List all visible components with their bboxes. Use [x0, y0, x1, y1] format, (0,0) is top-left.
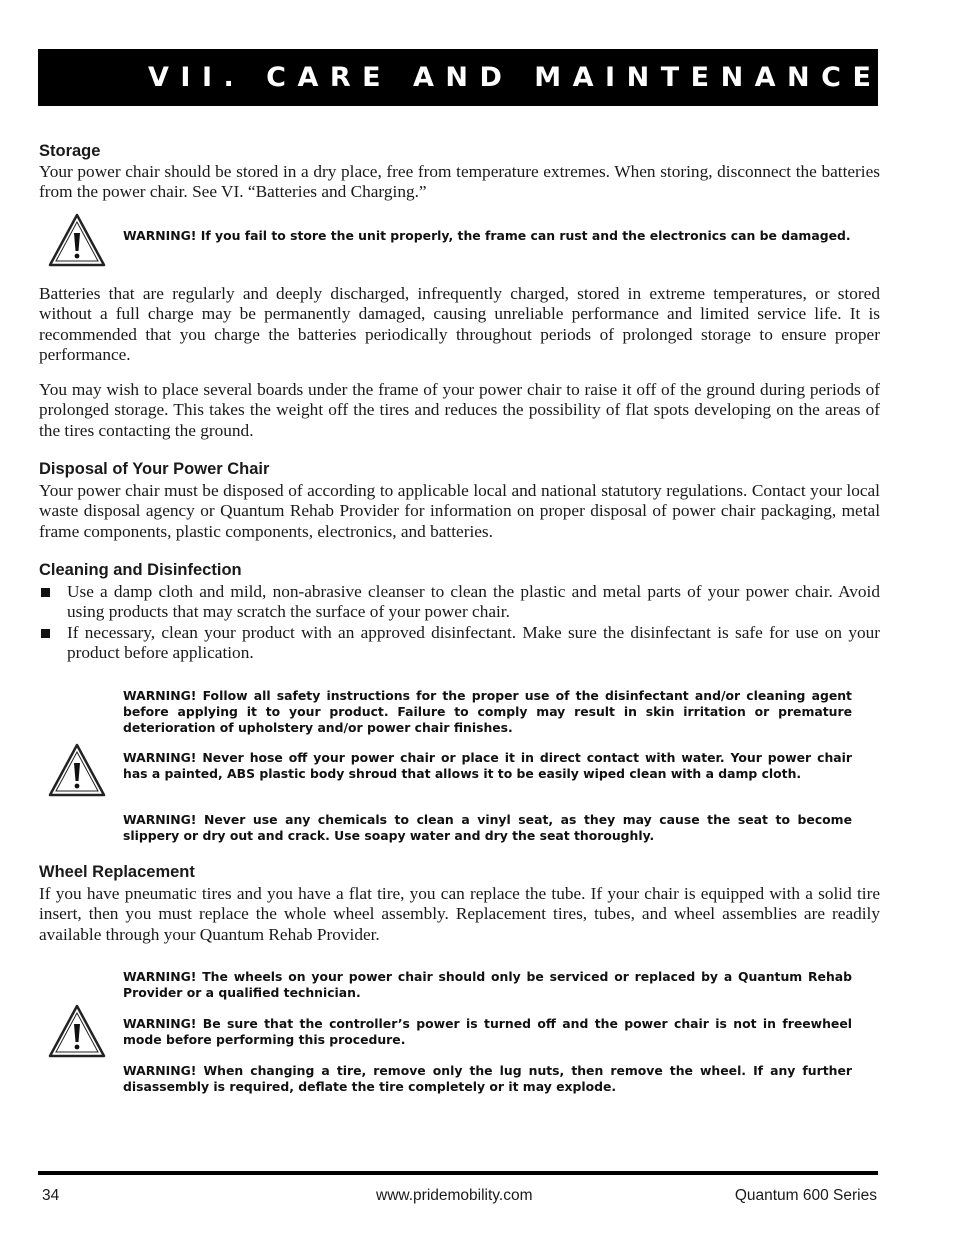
cleaning-warning-1: WARNING! Follow all safety instructions for the proper use of the disinfectant and/or cleaning agent before applying it to your product. Failure to comply may result in skin irritation or premature deterioration of upholstery and/or power chair finishes. — [123, 688, 852, 735]
wheel-warning-1: WARNING! The wheels on your power chair should only be serviced or replaced by a Quantum Rehab Provider or a qualified technician. — [123, 969, 852, 1000]
cleaning-warning-2: WARNING! Never hose off your power chair or place it in direct contact with water. Your power chair has a painted, ABS plastic body shroud that allows it to be easily wiped clean with a damp cloth. — [123, 750, 852, 781]
warning-triangle-icon — [48, 1004, 106, 1058]
wheel-warning-2: WARNING! Be sure that the controller’s power is turned off and the power chair is not in freewheel mode before performing this procedure. — [123, 1016, 852, 1047]
list-item — [39, 623, 880, 664]
disposal-paragraph: Your power chair must be disposed of according to applicable local and national statutory regulations. Contact your local waste disposal agency or Quantum Rehab Provider for information on proper disposal of power chair packaging, metal frame components, plastic components, electronics, and batteries. — [39, 481, 880, 541]
chapter-title-bar — [38, 49, 883, 106]
warning-triangle-icon — [48, 213, 106, 267]
warning-triangle-icon — [48, 743, 106, 797]
cleaning-warning-3: WARNING! Never use any chemicals to clean a vinyl seat, as they may cause the seat to become slippery or dry out and crack. Use soapy water and dry the seat thoroughly. — [123, 812, 852, 843]
storage-paragraph-2: Batteries that are regularly and deeply discharged, infrequently charged, stored in extreme temperatures, or stored without a full charge may be permanently damaged, causing unreliable performance and limited service life. It is recommended that you charge the batteries periodically throughout periods of prolonged storage to ensure proper performance. — [39, 284, 880, 364]
bullet-text: If necessary, clean your product with an approved disinfectant. Make sure the disinfectant is safe for use on your product before application. — [67, 622, 880, 662]
page-number: 34 — [42, 1187, 60, 1204]
footer-website-link[interactable]: www.pridemobility.com — [376, 1187, 533, 1204]
square-bullet-icon — [41, 588, 50, 597]
storage-heading: Storage — [39, 142, 101, 160]
storage-paragraph-1: Your power chair should be stored in a dry place, free from temperature extremes. When storing, disconnect the batteries from the power chair. See VI. “Batteries and Charging.” — [39, 162, 880, 202]
storage-warning: WARNING! If you fail to store the unit properly, the frame can rust and the electronics can be damaged. — [123, 228, 851, 243]
cleaning-bullet-list — [39, 582, 880, 663]
wheel-warning-3: WARNING! When changing a tire, remove only the lug nuts, then remove the wheel. If any further disassembly is required, deflate the tire completely or it may explode. — [123, 1063, 852, 1094]
wheel-replacement-paragraph: If you have pneumatic tires and you have a flat tire, you can replace the tube. If your chair is equipped with a solid tire insert, then you must replace the whole wheel assembly. Replacement tires, tubes, and wheel assemblies are readily available through your Quantum Rehab Provider. — [39, 884, 880, 944]
chapter-title: VII. CARE AND MAINTENANCE — [148, 62, 883, 93]
wheel-replacement-heading: Wheel Replacement — [39, 863, 195, 881]
storage-paragraph-3: You may wish to place several boards under the frame of your power chair to raise it off of the ground during periods of prolonged storage. This takes the weight off the tires and reduces the possibility of flat spots developing on the areas of the tires contacting the ground. — [39, 380, 880, 440]
bullet-text: Use a damp cloth and mild, non-abrasive cleanser to clean the plastic and metal parts of your power chair. Avoid using products that may scratch the surface of your power chair. — [67, 582, 880, 622]
footer-product-name: Quantum 600 Series — [734, 1187, 877, 1204]
disposal-heading: Disposal of Your Power Chair — [39, 460, 270, 478]
footer-divider — [38, 1171, 878, 1175]
list-item — [39, 582, 880, 623]
cleaning-heading: Cleaning and Disinfection — [39, 561, 242, 579]
square-bullet-icon — [41, 629, 50, 638]
